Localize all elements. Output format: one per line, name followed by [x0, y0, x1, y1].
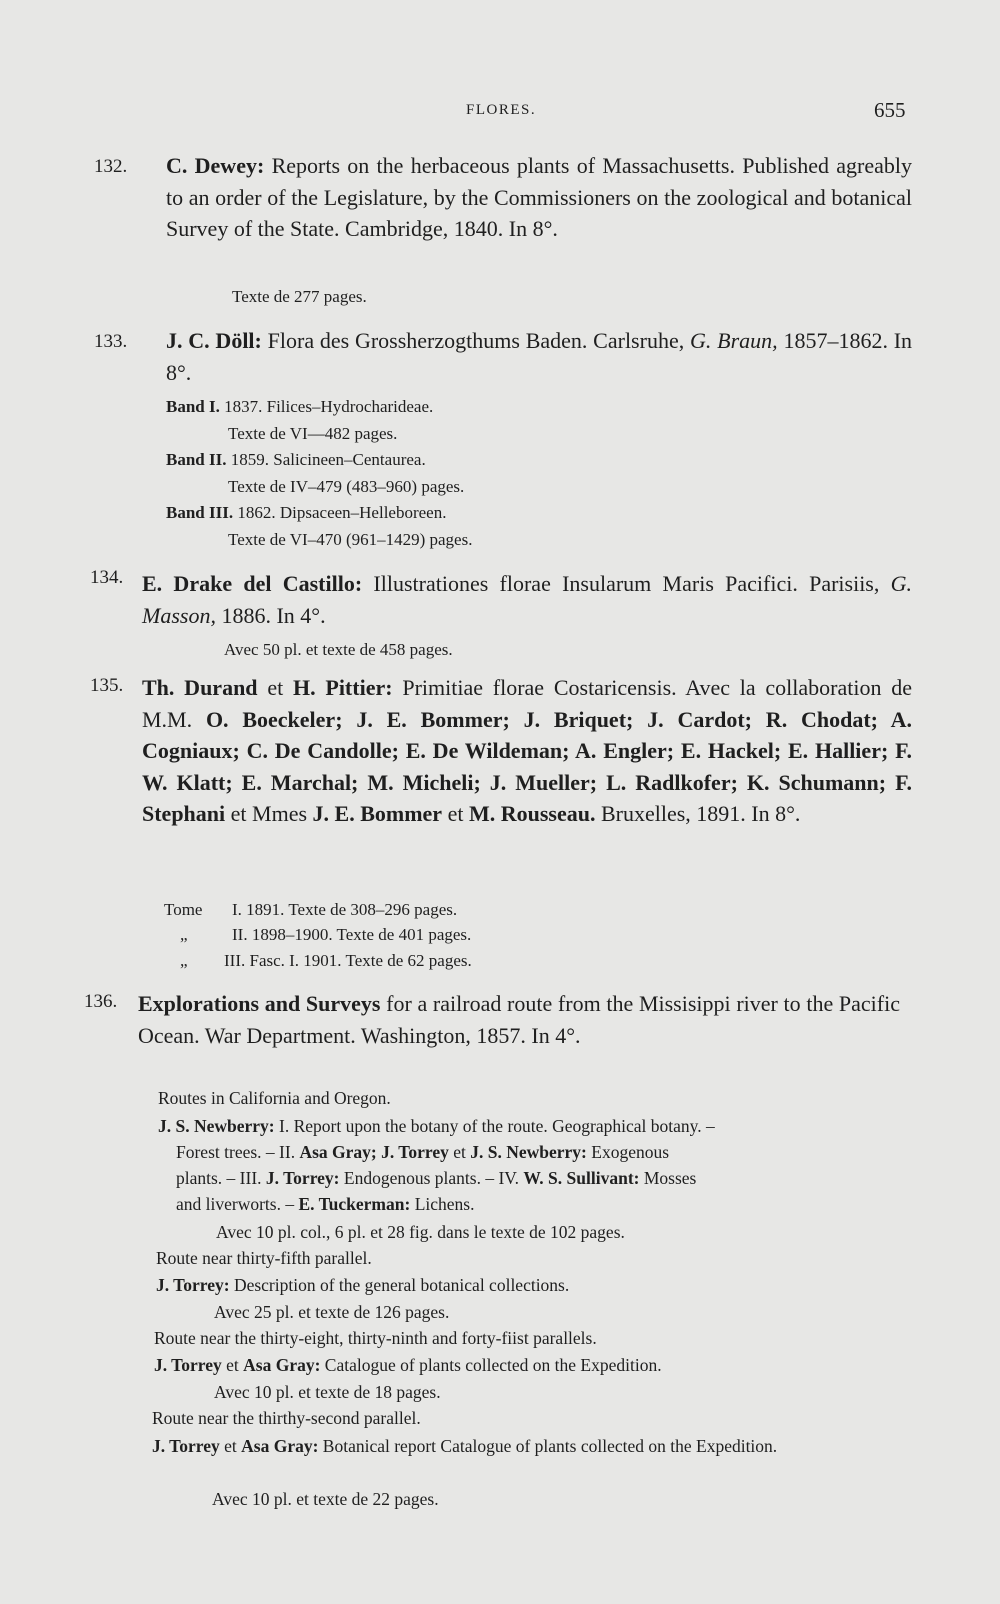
- route-author: J. Torrey: [154, 1355, 222, 1375]
- volume-pages: Texte de VI—482 pages.: [228, 424, 398, 443]
- conjunction: et: [224, 1436, 237, 1456]
- route-author: J. Torrey:: [265, 1168, 340, 1188]
- volume-desc: 1862. Dipsaceen–Helleboreen.: [237, 503, 447, 522]
- volume-desc: II. 1898–1900. Texte de 401 pages.: [232, 925, 472, 944]
- route-title: Route near the thirthy-second parallel.: [152, 1408, 421, 1428]
- entry-author: Th. Durand: [142, 675, 258, 700]
- entry-number: 134.: [90, 567, 124, 588]
- entry-title: Primitiae florae Costaricensis. Avec la collaboration de M.M.: [142, 675, 913, 732]
- volume-line: [180, 922, 471, 947]
- route-note: Avec 10 pl. col., 6 pl. et 28 fig. dans le texte de 102 pages.: [216, 1222, 625, 1242]
- route-line: [176, 1166, 696, 1191]
- volume-line: [164, 897, 457, 922]
- route-author: J. S. Newberry:: [470, 1142, 587, 1162]
- volume-line: [166, 447, 426, 472]
- entry-author: E. Drake del Castillo:: [142, 571, 363, 596]
- route-line: [158, 1114, 715, 1139]
- entry-imprint: 1857–1862. In 8°.: [166, 328, 913, 385]
- route-author: J. Torrey:: [156, 1275, 230, 1295]
- route-text: Forest trees. – II.: [176, 1142, 300, 1162]
- route-line: [176, 1192, 474, 1217]
- running-title: FLORES.: [466, 102, 537, 118]
- volume-pages: Texte de VI–470 (961–1429) pages.: [228, 530, 473, 549]
- entry-text: [142, 568, 912, 631]
- route-text: Botanical report Catalogue of plants collected on the Expedition.: [322, 1436, 778, 1456]
- volume-label: Tome: [164, 900, 203, 919]
- volume-line: [166, 500, 446, 525]
- entry-title: Flora des Grossherzogthums Baden. Carlsruhe,: [267, 328, 685, 353]
- route-author: J. Torrey: [152, 1436, 220, 1456]
- entry-author: C. Dewey:: [166, 153, 265, 178]
- volume-pages: Texte de IV–479 (483–960) pages.: [228, 477, 465, 496]
- volume-desc: 1837. Filices–Hydrocharideae.: [224, 397, 434, 416]
- route-note: Avec 25 pl. et texte de 126 pages.: [214, 1302, 450, 1322]
- conjunction: et Mmes: [230, 801, 308, 827]
- entry-imprint: 1886. In 4°.: [221, 602, 326, 628]
- route-line: [152, 1433, 892, 1459]
- entry-imprint: Bruxelles, 1891. In 8°.: [600, 801, 801, 827]
- entry-title: Illustrationes florae Insularum Maris Pacifici. Parisiis,: [373, 571, 880, 596]
- route-text: Description of the general botanical collections.: [233, 1275, 570, 1295]
- volume-band: Band III.: [166, 503, 234, 522]
- route-text: Endogenous plants. – IV.: [339, 1168, 524, 1188]
- entry-text: [166, 150, 912, 245]
- conjunction: et: [267, 675, 284, 700]
- volume-label: „: [180, 951, 188, 970]
- volume-band: Band II.: [166, 450, 227, 469]
- route-line: [156, 1273, 569, 1298]
- volume-line: [166, 394, 433, 419]
- route-text: Catalogue of plants collected on the Expedition.: [324, 1355, 662, 1375]
- route-text: I. Report upon the botany of the route. Geographical botany. –: [274, 1116, 715, 1136]
- entry-author: J. E. Bommer: [312, 801, 443, 827]
- entry-note: Texte de 277 pages.: [232, 287, 367, 306]
- route-text: plants. – III.: [176, 1168, 266, 1188]
- entry-publisher: G. Braun,: [690, 328, 778, 353]
- route-author: E. Tuckerman:: [298, 1194, 411, 1214]
- route-author: Asa Gray:: [243, 1355, 321, 1375]
- entry-text: [138, 988, 900, 1051]
- entry-text: [166, 325, 912, 388]
- route-author: Asa Gray:: [241, 1436, 319, 1456]
- volume-line: [180, 948, 472, 973]
- entry-number: 136.: [84, 991, 118, 1012]
- page-number: 655: [874, 98, 906, 122]
- entry-note: Avec 50 pl. et texte de 458 pages.: [224, 640, 453, 659]
- entry-author: H. Pittier:: [293, 675, 393, 700]
- volume-desc: I. 1891. Texte de 308–296 pages.: [232, 900, 458, 919]
- route-text: and liverworts. –: [176, 1194, 299, 1214]
- route-author: Asa Gray; J. Torrey: [299, 1142, 449, 1162]
- route-line: [176, 1140, 669, 1165]
- route-line: [154, 1353, 662, 1378]
- route-title: Route near thirty-fifth parallel.: [156, 1248, 372, 1268]
- entry-text: [142, 672, 912, 830]
- conjunction: et: [226, 1355, 239, 1375]
- entry-number: 133.: [94, 331, 128, 352]
- volume-band: Band I.: [166, 397, 220, 416]
- entry-title: for a railroad route from the Missisippi river to the Pacific Ocean. War Department. Washington, 1857. In 4°.: [138, 991, 901, 1048]
- entry-number: 135.: [90, 675, 124, 696]
- entry-author: J. C. Döll:: [166, 328, 262, 353]
- volume-label: „: [180, 925, 188, 944]
- route-title: Route near the thirty-eight, thirty-ninth and forty-fiist parallels.: [154, 1328, 597, 1348]
- entry-author: Explorations and Surveys: [138, 991, 381, 1016]
- entry-title: Reports on the herbaceous plants of Massachusetts. Published agreably to an order of the Legislature, by the Commissioners on the zoological and botanical Survey of the State. Cambridge, 1840. In 8°.: [166, 153, 913, 241]
- route-author: J. S. Newberry:: [158, 1116, 275, 1136]
- route-note: Avec 10 pl. et texte de 18 pages.: [214, 1382, 441, 1402]
- entry-number: 132.: [94, 156, 128, 177]
- route-author: W. S. Sullivant:: [523, 1168, 640, 1188]
- conjunction: et: [447, 801, 464, 827]
- route-note: Avec 10 pl. et texte de 22 pages.: [212, 1489, 439, 1509]
- route-text: Mosses: [639, 1168, 697, 1188]
- route-text: et: [448, 1142, 471, 1162]
- volume-desc: III. Fasc. I. 1901. Texte de 62 pages.: [224, 951, 472, 970]
- page-header: [0, 98, 1000, 128]
- route-title: Routes in California and Oregon.: [158, 1088, 391, 1108]
- route-text: Lichens.: [410, 1194, 475, 1214]
- entry-collaborators: O. Boeckeler; J. E. Bommer; J. Briquet; J. Cardot; R. Chodat; A. Cogniaux; C. De Candolle; E. De Wildeman; A. Engler; E. Hackel; E. Hallier; F. W. Klatt; E. Marchal; M. Micheli; J. Mueller; L. Radlkofer; K. Schumann; F. Stephani: [142, 706, 912, 827]
- entry-author: M. Rousseau.: [468, 801, 596, 827]
- entry-publisher: G. Masson,: [142, 571, 913, 628]
- route-text: Exogenous: [586, 1142, 670, 1162]
- volume-desc: 1859. Salicineen–Centaurea.: [230, 450, 426, 469]
- route-paragraph: [152, 1433, 892, 1459]
